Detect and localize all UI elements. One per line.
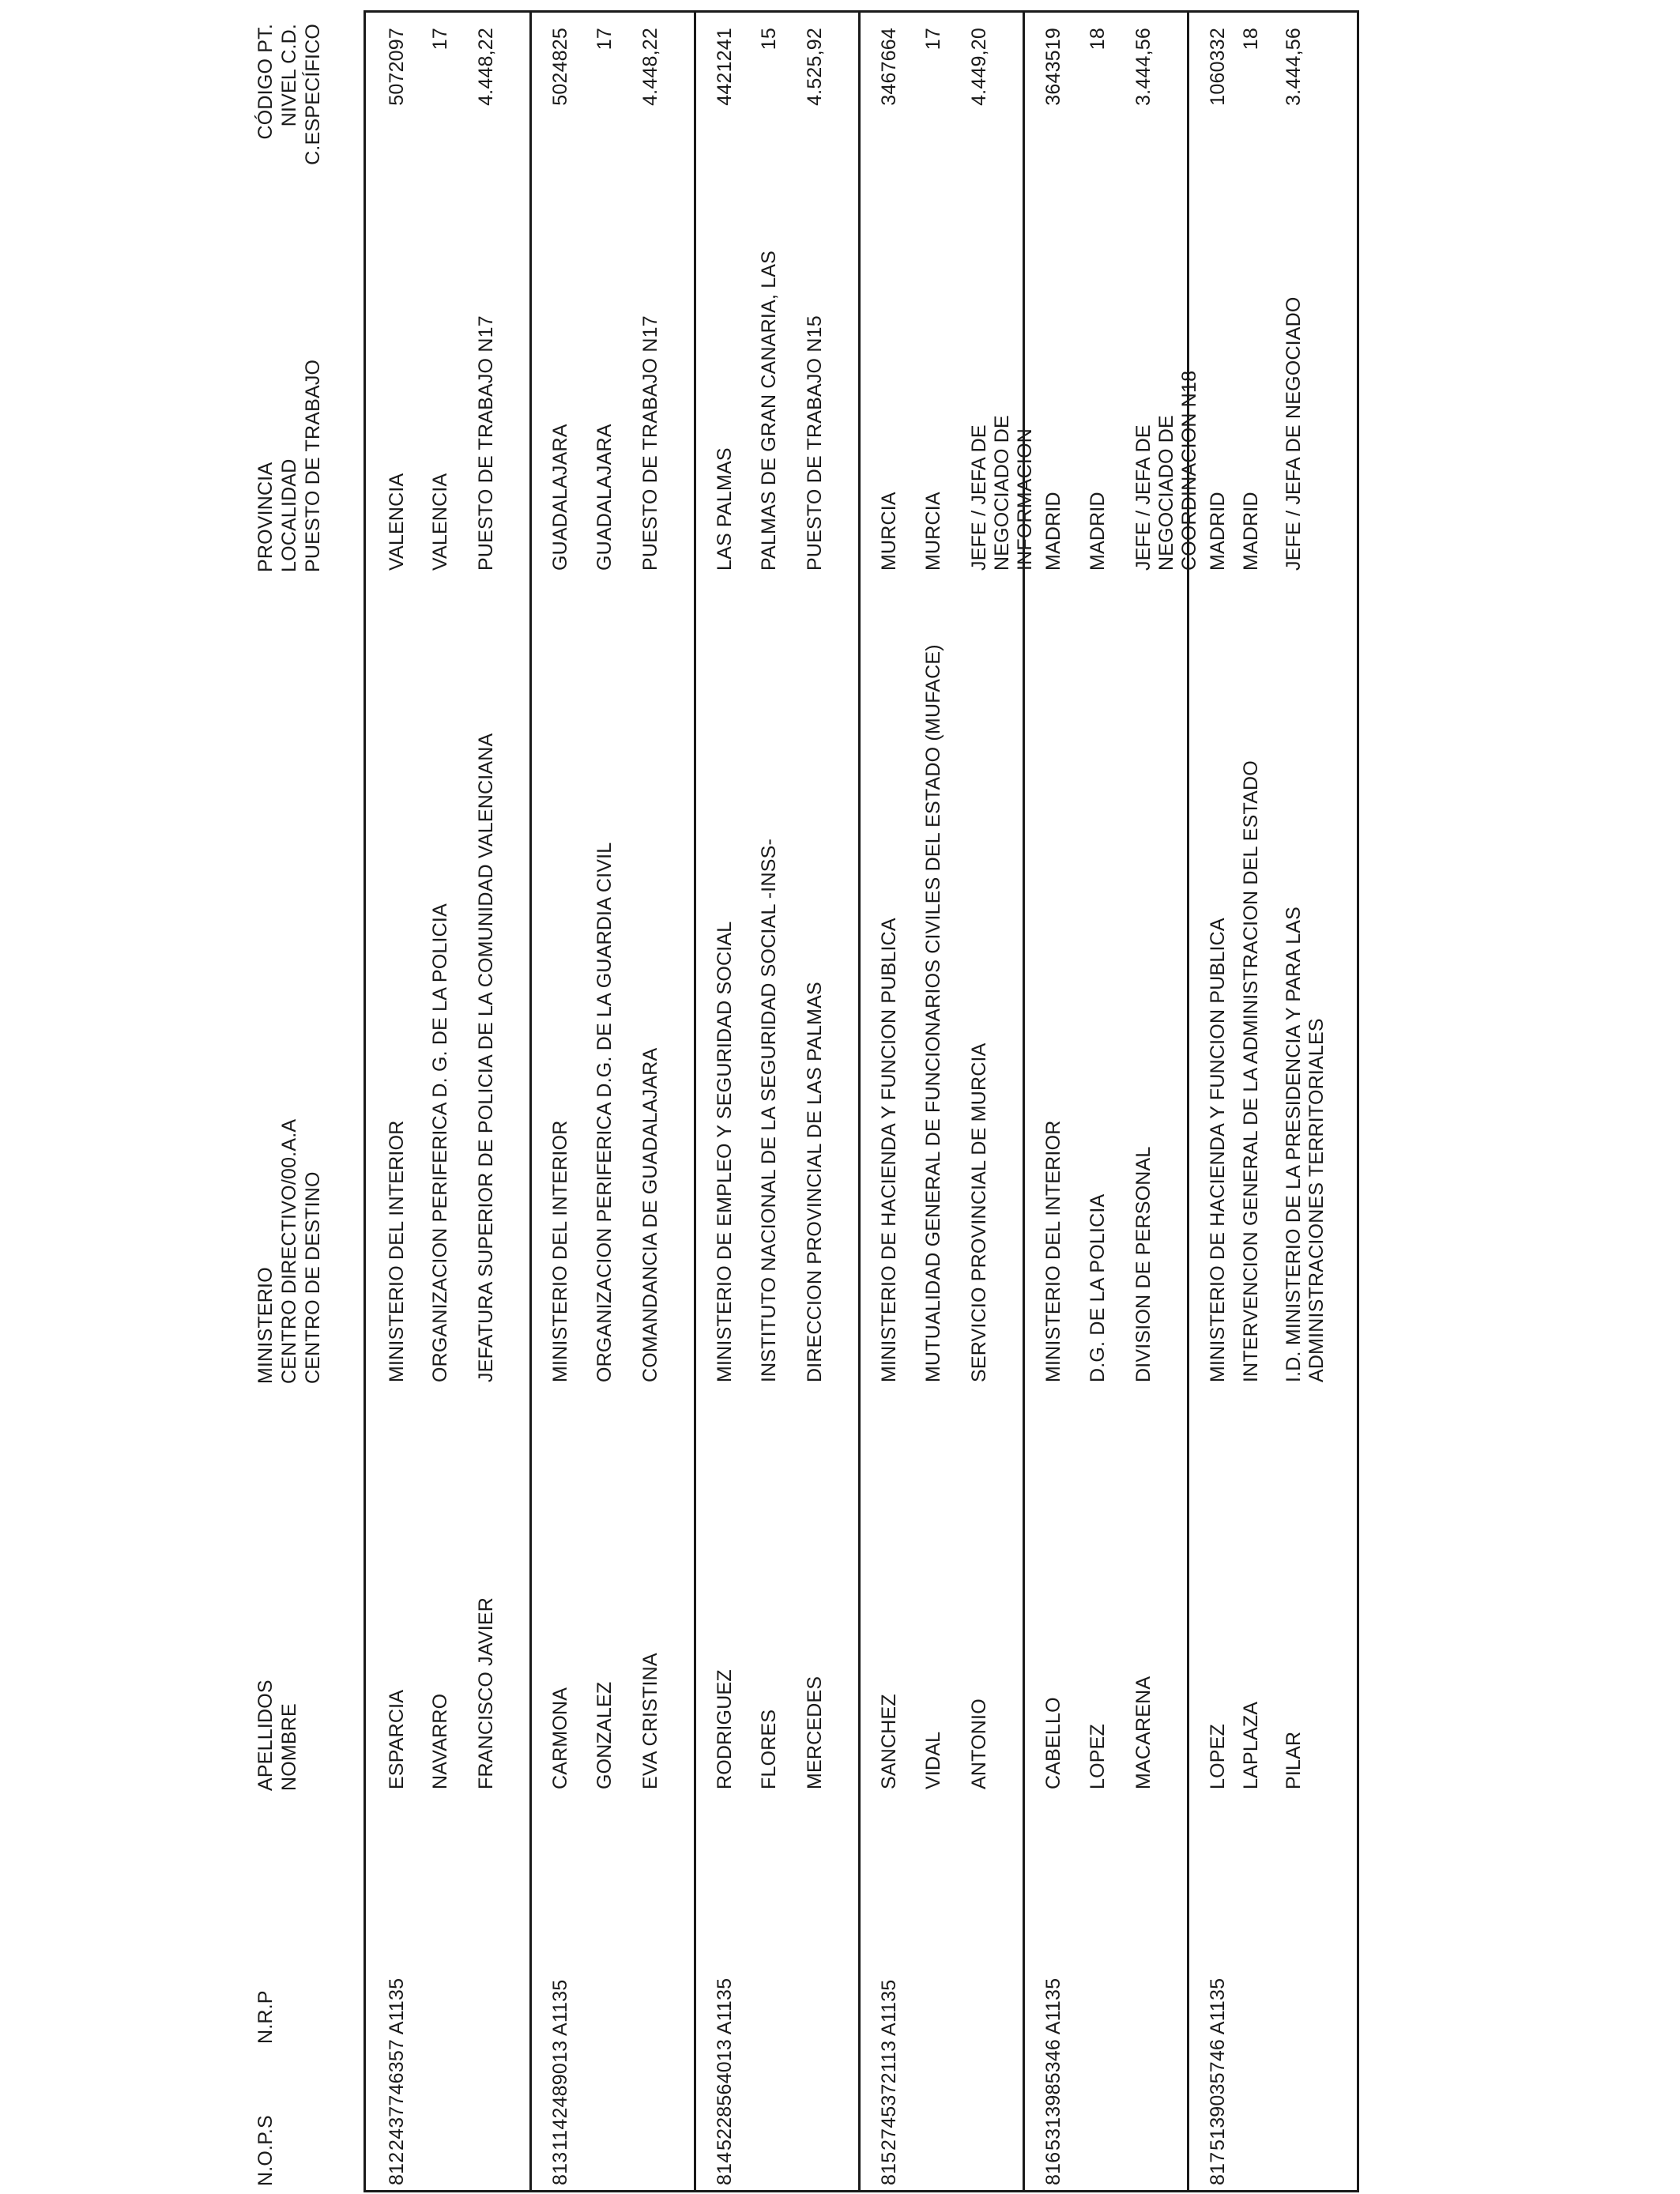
- record-centro-destino: COMANDANCIA DE GUADALAJARA: [639, 1047, 661, 1382]
- record-nombre: MACARENA: [1132, 1676, 1155, 1789]
- record-nrp: 5313985346 A1135: [1042, 1977, 1064, 2151]
- header-especifico: C.ESPECÍFICO: [302, 24, 324, 165]
- record-centro-destino: I.D. MINISTERIO DE LA PRESIDENCIA Y PARA LAS ADMINISTRACIONES TERRITORIALES: [1283, 906, 1328, 1382]
- record-apellido1: RODRIGUEZ: [714, 1669, 736, 1789]
- record-localidad: GUADALAJARA: [593, 424, 616, 571]
- header-nivel: NIVEL C.D.: [278, 24, 300, 127]
- record-codigo: 3467664: [878, 28, 900, 106]
- record-nivel: 17: [429, 28, 451, 51]
- record-localidad: MADRID: [1240, 492, 1262, 571]
- record-apellido1: CABELLO: [1042, 1697, 1064, 1789]
- record-puesto: JEFE / JEFA DE NEGOCIADO DE INFORMACION: [968, 415, 1036, 571]
- record-codigo: 3643519: [1042, 28, 1064, 106]
- record-puesto: JEFE / JEFA DE NEGOCIADO: [1283, 296, 1305, 571]
- record-centro-directivo: INSTITUTO NACIONAL DE LA SEGURIDAD SOCIAL -INSS-: [758, 839, 780, 1382]
- record-817: [1189, 13, 1357, 2190]
- record-especifico: 3.444,56: [1283, 28, 1305, 106]
- record-ministerio: MINISTERIO DEL INTERIOR: [386, 1120, 408, 1382]
- record-nombre: FRANCISCO JAVIER: [475, 1596, 497, 1789]
- record-ministerio: MINISTERIO DE EMPLEO Y SEGURIDAD SOCIAL: [714, 921, 736, 1382]
- record-localidad: MURCIA: [922, 492, 944, 571]
- record-provincia: MADRID: [1042, 492, 1064, 571]
- record-813: [532, 13, 694, 2190]
- record-apellido2: FLORES: [758, 1709, 780, 1789]
- record-apellido1: ESPARCIA: [386, 1689, 408, 1789]
- record-centro-directivo: ORGANIZACION PERIFERICA D.G. DE LA GUARDIA CIVIL: [593, 842, 616, 1382]
- record-codigo: 1060332: [1207, 28, 1229, 106]
- record-nops: 812: [386, 2151, 408, 2185]
- record-centro-directivo: D.G. DE LA POLICIA: [1087, 1193, 1109, 1382]
- record-apellido2: VIDAL: [922, 1731, 944, 1789]
- record-especifico: 4.448,22: [639, 28, 661, 106]
- header-centro-directivo: CENTRO DIRECTIVO/00.A.A: [278, 1118, 300, 1384]
- record-puesto: PUESTO DE TRABAJO N17: [475, 315, 497, 571]
- record-nops: 815: [878, 2151, 900, 2185]
- records-table: [363, 10, 1359, 2192]
- record-especifico: 4.525,92: [804, 28, 826, 106]
- record-localidad: VALENCIA: [429, 473, 451, 571]
- record-centro-destino: DIVISION DE PERSONAL: [1132, 1146, 1155, 1382]
- record-apellido1: CARMONA: [549, 1687, 571, 1789]
- record-nivel: 18: [1087, 28, 1109, 51]
- record-816: [1025, 13, 1200, 2190]
- header-localidad: LOCALIDAD: [278, 458, 300, 572]
- record-nops: 813: [549, 2151, 571, 2185]
- record-nombre: EVA CRISTINA: [639, 1653, 661, 1789]
- record-centro-directivo: MUTUALIDAD GENERAL DE FUNCIONARIOS CIVILES DEL ESTADO (MUFACE): [922, 644, 944, 1382]
- record-provincia: MADRID: [1207, 492, 1229, 571]
- record-apellido2: LAPLAZA: [1240, 1701, 1262, 1789]
- record-puesto: PUESTO DE TRABAJO N15: [804, 315, 826, 571]
- record-apellido1: SANCHEZ: [878, 1694, 900, 1789]
- record-codigo: 5024825: [549, 28, 571, 106]
- record-codigo: 5072097: [386, 28, 408, 106]
- record-codigo: 4421241: [714, 28, 736, 106]
- record-apellido2: GONZALEZ: [593, 1681, 616, 1789]
- record-apellido2: NAVARRO: [429, 1693, 451, 1789]
- record-812: [366, 13, 529, 2190]
- record-nops: 817: [1207, 2151, 1229, 2185]
- record-ministerio: MINISTERIO DEL INTERIOR: [549, 1120, 571, 1382]
- header-provincia: PROVINCIA: [254, 462, 277, 572]
- record-apellido1: LOPEZ: [1207, 1724, 1229, 1789]
- record-nombre: ANTONIO: [968, 1698, 990, 1789]
- record-provincia: VALENCIA: [386, 473, 408, 571]
- record-localidad: MADRID: [1087, 492, 1109, 571]
- record-nops: 814: [714, 2151, 736, 2185]
- record-localidad: PALMAS DE GRAN CANARIA, LAS: [758, 250, 780, 571]
- header-ministerio: MINISTERIO: [254, 1267, 277, 1384]
- record-814: [696, 13, 858, 2190]
- record-nivel: 18: [1240, 28, 1262, 51]
- record-nombre: PILAR: [1283, 1731, 1305, 1789]
- record-provincia: GUADALAJARA: [549, 424, 571, 571]
- header-nombre: NOMBRE: [278, 1703, 300, 1791]
- record-ministerio: MINISTERIO DE HACIENDA Y FUNCION PUBLICA: [1207, 918, 1229, 1382]
- record-especifico: 4.449,20: [968, 28, 990, 106]
- record-nrp: 1142489013 A1135: [549, 1979, 571, 2151]
- header-nrp: N.R.P: [254, 1990, 277, 2044]
- record-nrp: 2437746357 A1135: [386, 1977, 408, 2151]
- record-centro-directivo: INTERVENCION GENERAL DE LA ADMINISTRACION DEL ESTADO: [1240, 760, 1262, 1382]
- record-nivel: 15: [758, 28, 780, 51]
- header-apellidos: APELLIDOS: [254, 1679, 277, 1791]
- record-apellido2: LOPEZ: [1087, 1724, 1109, 1789]
- record-puesto: PUESTO DE TRABAJO N17: [639, 315, 661, 571]
- record-nrp: 5139035746 A1135: [1207, 1977, 1229, 2151]
- record-especifico: 4.448,22: [475, 28, 497, 106]
- record-especifico: 3.444,56: [1132, 28, 1155, 106]
- record-nrp: 2745372113 A1135: [878, 1979, 900, 2151]
- header-centro-destino: CENTRO DE DESTINO: [302, 1171, 324, 1384]
- record-centro-destino: SERVICIO PROVINCIAL DE MURCIA: [968, 1042, 990, 1382]
- record-ministerio: MINISTERIO DEL INTERIOR: [1042, 1120, 1064, 1382]
- record-provincia: LAS PALMAS: [714, 447, 736, 571]
- record-centro-directivo: ORGANIZACION PERIFERICA D. G. DE LA POLICIA: [429, 903, 451, 1382]
- record-nops: 816: [1042, 2151, 1064, 2185]
- record-nombre: MERCEDES: [804, 1676, 826, 1789]
- header-nops: N.O.P.S: [254, 2115, 277, 2186]
- record-nivel: 17: [593, 28, 616, 51]
- record-815: [861, 13, 1036, 2190]
- record-puesto: JEFE / JEFA DE NEGOCIADO DE COORDINACION N18: [1132, 370, 1200, 571]
- record-centro-destino: JEFATURA SUPERIOR DE POLICIA DE LA COMUNIDAD VALENCIANA: [475, 733, 497, 1382]
- record-ministerio: MINISTERIO DE HACIENDA Y FUNCION PUBLICA: [878, 918, 900, 1382]
- record-centro-destino: DIRECCION PROVINCIAL DE LAS PALMAS: [804, 982, 826, 1382]
- record-nivel: 17: [922, 28, 944, 51]
- header-puesto: PUESTO DE TRABAJO: [302, 359, 324, 572]
- record-provincia: MURCIA: [878, 492, 900, 571]
- record-nrp: 5228564013 A1135: [714, 1977, 736, 2151]
- header-codigo: CÓDIGO PT.: [254, 24, 277, 140]
